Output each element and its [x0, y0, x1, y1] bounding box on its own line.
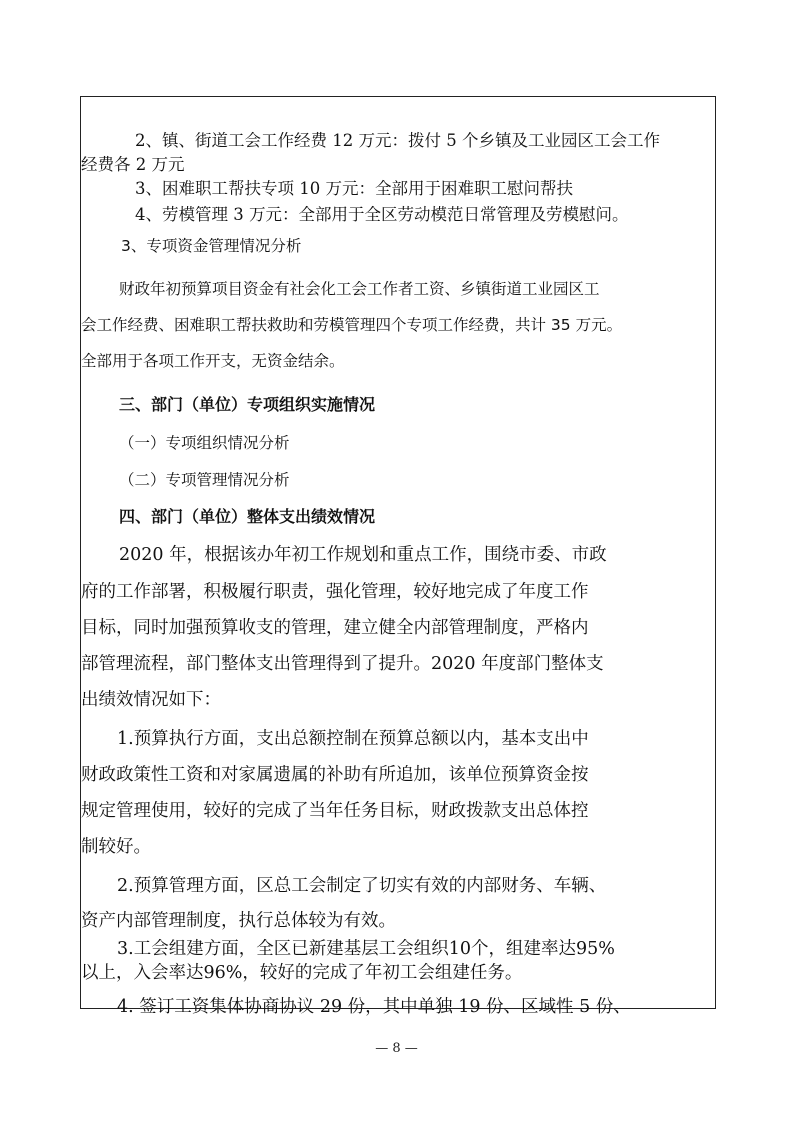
text-line: 1.预算执行方面，支出总额控制在预算总额以内，基本支出中	[117, 729, 589, 749]
subsection-heading: （一）专项组织情况分析	[119, 434, 290, 452]
section-heading: 四、部门（单位）整体支出绩效情况	[119, 507, 376, 526]
text-line: 资产内部管理制度，执行总体较为有效。	[81, 911, 396, 931]
text-line: 经费各 2 万元	[81, 155, 185, 174]
text-line: 4、劳模管理 3 万元：全部用于全区劳动模范日常管理及劳模慰问。	[135, 205, 629, 224]
text-line: 会工作经费、困难职工帮扶救助和劳模管理四个专项工作经费，共计 35 万元。	[81, 316, 623, 334]
text-line: 3.工会组建方面，全区已新建基层工会组织10个，组建率达95%	[117, 939, 615, 959]
text-line: 制较好。	[81, 837, 151, 857]
subsection-heading: （二）专项管理情况分析	[119, 471, 290, 489]
section-heading: 三、部门（单位）专项组织实施情况	[119, 395, 376, 414]
text-line: 财政年初预算项目资金有社会化工会工作者工资、乡镇街道工业园区工	[119, 280, 600, 298]
text-line: 2020 年，根据该办年初工作规划和重点工作，围绕市委、市政	[119, 545, 607, 565]
text-line: 规定管理使用，较好的完成了当年任务目标，财政拨款支出总体控	[81, 801, 589, 821]
text-line: 以上，入会率达96%，较好的完成了年初工会组建任务。	[81, 963, 523, 983]
page-number: — 8 —	[375, 1041, 418, 1056]
text-line: 2、镇、街道工会工作经费 12 万元：拨付 5 个乡镇及工业园区工会工作	[135, 131, 660, 150]
document-frame	[80, 96, 716, 1017]
text-line: 2.预算管理方面，区总工会制定了切实有效的内部财务、车辆、	[117, 876, 607, 896]
text-line: 目标，同时加强预算收支的管理，建立健全内部管理制度，严格内	[81, 618, 589, 638]
section-heading: 3、专项资金管理情况分析	[121, 237, 302, 255]
text-line: 出绩效情况如下：	[81, 690, 221, 710]
text-line: 府的工作部署，积极履行职责，强化管理，较好地完成了年度工作	[81, 582, 589, 602]
text-line: 全部用于各项工作开支，无资金结余。	[81, 352, 345, 370]
text-line: 3、困难职工帮扶专项 10 万元：全部用于困难职工慰问帮扶	[135, 179, 573, 198]
text-line: 4. 签订工资集体协商协议 29 份，其中单独 19 份、区域性 5 份、	[117, 997, 631, 1017]
text-line: 部管理流程，部门整体支出管理得到了提升。2020 年度部门整体支	[81, 654, 604, 674]
text-line: 财政政策性工资和对家属遗属的补助有所追加，该单位预算资金按	[81, 765, 589, 785]
